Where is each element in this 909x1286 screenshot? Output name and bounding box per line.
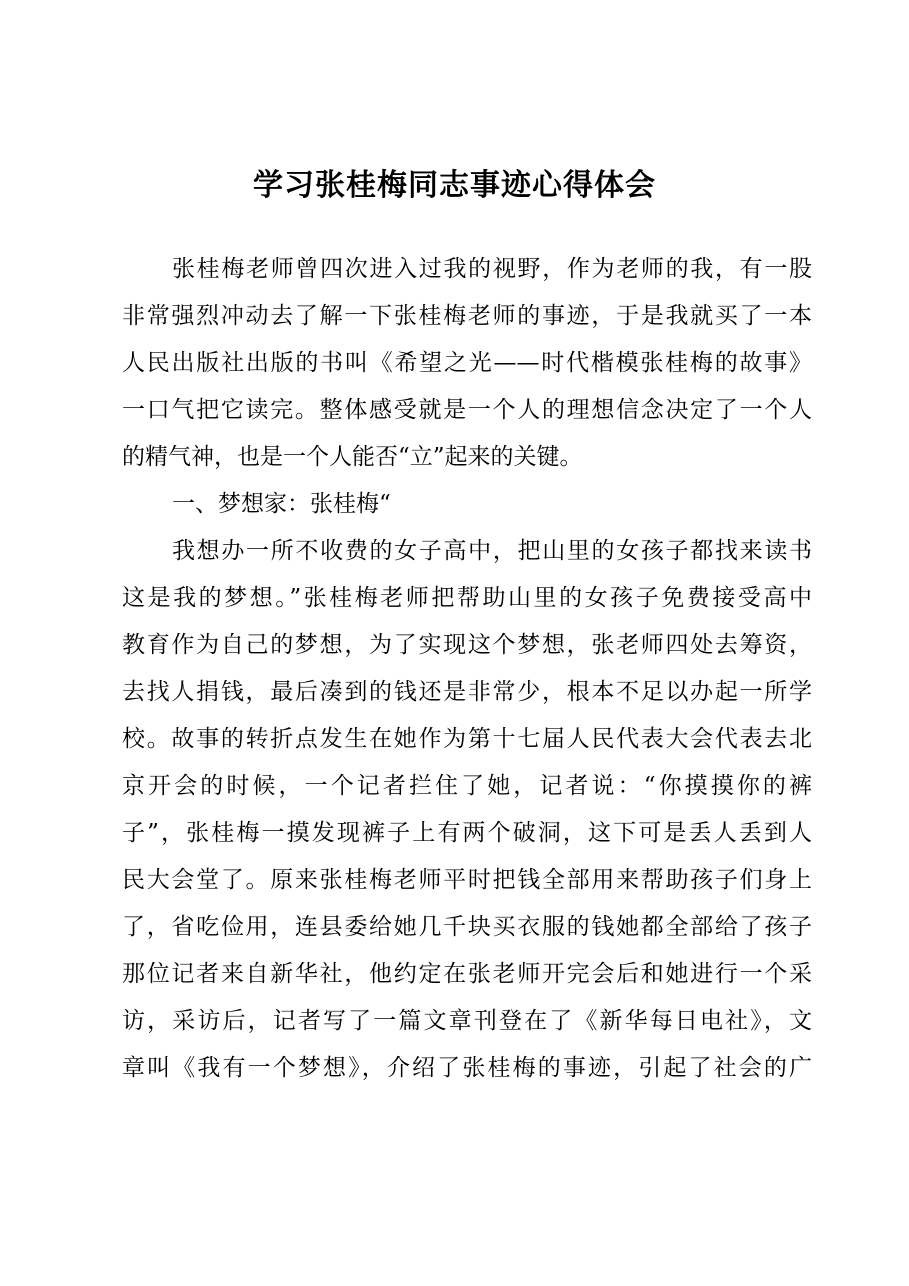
text-line: 去找人捐钱，最后凑到的钱还是非常少，根本不足以办起一所学 [122,679,812,705]
text-line: 非常强烈冲动去了解一下张桂梅老师的事迹，于是我就买了一本 [122,303,812,329]
text-line: 那位记者来自新华社，他约定在张老师开完会后和她进行一个采 [122,961,812,987]
text-line: 访，采访后，记者写了一篇文章刊登在了《新华每日电社》，文 [122,1008,812,1034]
text-line: 一口气把它读完。整体感受就是一个人的理想信念决定了一个人 [122,397,812,423]
text-line: 教育作为自己的梦想，为了实现这个梦想，张老师四处去筹资， [122,632,812,658]
text-line: 民大会堂了。原来张桂梅老师平时把钱全部用来帮助孩子们身上 [122,867,812,893]
document-title: 学习张桂梅同志事迹心得体会 [253,168,656,203]
text-line: 人民出版社出版的书叫《希望之光——时代楷模张桂梅的故事》 [122,350,812,376]
text-line: 一、梦想家：张桂梅“ [172,491,391,517]
text-line: 章叫《我有一个梦想》，介绍了张桂梅的事迹，引起了社会的广 [122,1055,812,1081]
text-line: 张桂梅老师曾四次进入过我的视野，作为老师的我，有一股 [172,256,812,282]
text-line: 京开会的时候，一个记者拦住了她，记者说：“你摸摸你的裤 [122,773,812,799]
text-line: 子”，张桂梅一摸发现裤子上有两个破洞，这下可是丢人丢到人 [122,820,812,846]
text-line: 我想办一所不收费的女子高中，把山里的女孩子都找来读书 [172,538,812,564]
text-line: 校。故事的转折点发生在她作为第十七届人民代表大会代表去北 [122,726,812,752]
text-line: 了，省吃俭用，连县委给她几千块买衣服的钱她都全部给了孩子 [122,914,812,940]
document-body [122,246,812,1092]
text-line: 这是我的梦想。”张桂梅老师把帮助山里的女孩子免费接受高中 [122,585,812,611]
text-line: 的精气神，也是一个人能否“立”起来的关键。 [122,444,583,470]
